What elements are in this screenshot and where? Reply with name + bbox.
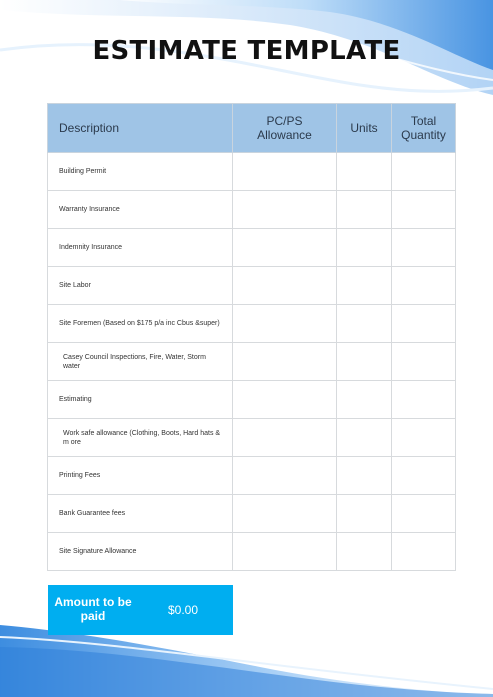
total-quantity-cell[interactable]	[392, 419, 456, 457]
row-description: Site Foremen (Based on $175 p/a inc Cbus &super)	[48, 305, 233, 343]
total-quantity-cell[interactable]	[392, 229, 456, 267]
total-quantity-cell[interactable]	[392, 533, 456, 571]
total-quantity-cell[interactable]	[392, 343, 456, 381]
row-description: Warranty Insurance	[48, 191, 233, 229]
total-quantity-cell[interactable]	[392, 381, 456, 419]
table-row	[48, 229, 456, 267]
estimate-table	[47, 103, 456, 571]
table-row	[48, 305, 456, 343]
amount-to-be-paid-box	[48, 585, 233, 635]
row-description: Bank Guarantee fees	[48, 495, 233, 533]
header-pcps-allowance: PC/PS Allowance	[233, 104, 337, 153]
table-row	[48, 343, 456, 381]
units-cell[interactable]	[337, 533, 392, 571]
row-description: Indemnity Insurance	[48, 229, 233, 267]
allowance-cell[interactable]	[233, 419, 337, 457]
table-header-row	[48, 104, 456, 153]
total-quantity-cell[interactable]	[392, 305, 456, 343]
row-description: Estimating	[48, 381, 233, 419]
allowance-cell[interactable]	[233, 153, 337, 191]
table-row	[48, 419, 456, 457]
amount-value[interactable]: $0.00	[168, 603, 199, 617]
allowance-cell[interactable]	[233, 457, 337, 495]
units-cell[interactable]	[337, 495, 392, 533]
page-title: ESTIMATE TEMPLATE	[92, 36, 401, 66]
units-cell[interactable]	[337, 419, 392, 457]
table-row	[48, 457, 456, 495]
units-cell[interactable]	[337, 153, 392, 191]
allowance-cell[interactable]	[233, 381, 337, 419]
allowance-cell[interactable]	[233, 343, 337, 381]
total-quantity-cell[interactable]	[392, 457, 456, 495]
units-cell[interactable]	[337, 381, 392, 419]
row-description: Printing Fees	[48, 457, 233, 495]
units-cell[interactable]	[337, 191, 392, 229]
row-description: Casey Council Inspections, Fire, Water, Storm water	[48, 343, 233, 381]
row-description: Building Permit	[48, 153, 233, 191]
units-cell[interactable]	[337, 267, 392, 305]
table-row	[48, 153, 456, 191]
table-row	[48, 267, 456, 305]
total-quantity-cell[interactable]	[392, 153, 456, 191]
header-total-quantity: Total Quantity	[392, 104, 456, 153]
units-cell[interactable]	[337, 457, 392, 495]
row-description: Site Labor	[48, 267, 233, 305]
total-quantity-cell[interactable]	[392, 495, 456, 533]
header-description: Description	[48, 104, 233, 153]
allowance-cell[interactable]	[233, 191, 337, 229]
table-row	[48, 495, 456, 533]
table-row	[48, 191, 456, 229]
units-cell[interactable]	[337, 343, 392, 381]
allowance-cell[interactable]	[233, 305, 337, 343]
amount-label: Amount to be paid	[54, 595, 132, 623]
header-units: Units	[337, 104, 392, 153]
total-quantity-cell[interactable]	[392, 191, 456, 229]
row-description: Site Signature Allowance	[48, 533, 233, 571]
allowance-cell[interactable]	[233, 495, 337, 533]
table-row	[48, 533, 456, 571]
units-cell[interactable]	[337, 229, 392, 267]
total-quantity-cell[interactable]	[392, 267, 456, 305]
units-cell[interactable]	[337, 305, 392, 343]
table-row	[48, 381, 456, 419]
allowance-cell[interactable]	[233, 229, 337, 267]
allowance-cell[interactable]	[233, 533, 337, 571]
allowance-cell[interactable]	[233, 267, 337, 305]
row-description: Work safe allowance (Clothing, Boots, Hard hats & m ore	[48, 419, 233, 457]
